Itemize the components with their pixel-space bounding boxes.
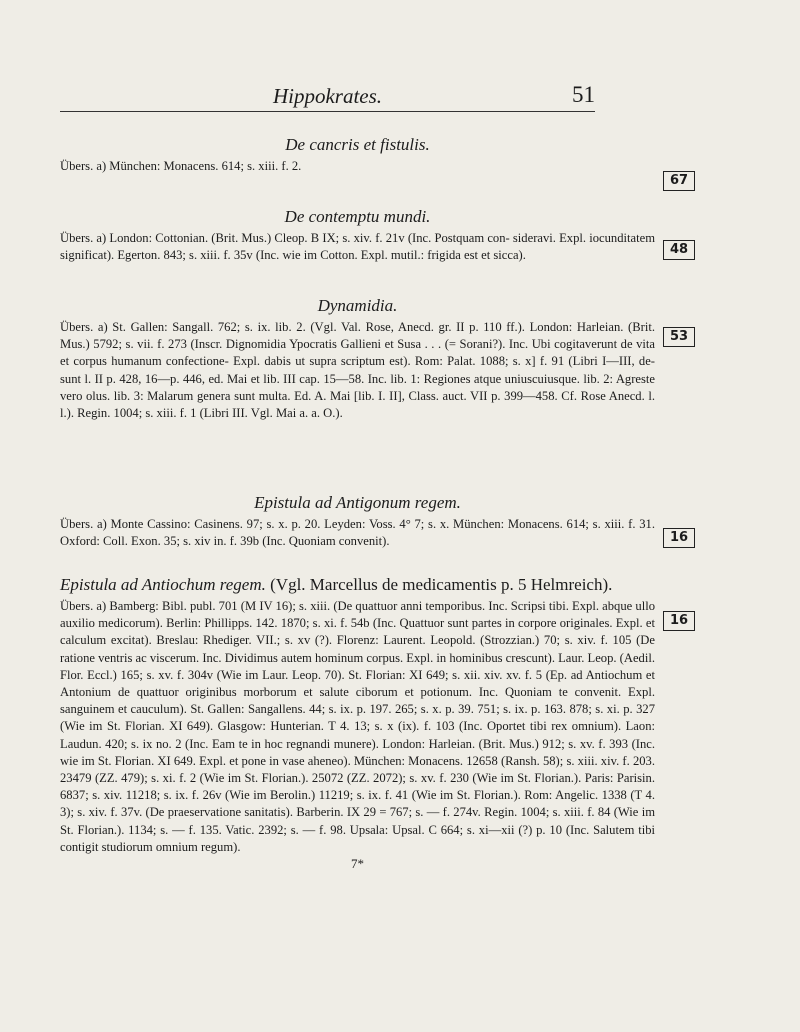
section-title: Epistula ad Antigonum regem.	[254, 493, 461, 512]
section-title-note: (Vgl. Marcellus de medicamentis p. 5 Helmreich).	[270, 575, 613, 594]
header-rule	[60, 111, 595, 112]
entry-number: 53	[663, 327, 695, 347]
section-text: Übers. a) Bamberg: Bibl. publ. 701 (M IV 16); s. xiii. (De quattuor anni temporibus. Inc. Scripsi tibi. Expl. abque ullo auxilio medicorum). Berlin: Phillipps. 142. 1870; s. xi. f. 54b (Inc. Quattuor sunt partes in corpore originales. Expl. et calculum excitat). Breslau: Rhediger. VII.; s. xv (?). Florenz: Laurent. Leopold. (Strozzian.) 70; s. xiv. f. 105 (De ratione ventris ac viscerum. Inc. Dividimus autem hominum corpus. Expl. in hominibus crescunt). Laur. Leop. (Aedil. Flor. Eccl.) 165; s. xv. f. 304v (Wie im Laur. Leop. 70). St. Florian: XI 649; s. xii. xiv. xv. f. 5 (Ep. ad Antiochum et Antonium de quattuor originibus morborum et salute ciborum et potionum. Inc. Quoniam te convenit. Expl. sanguinem et cauculum). St. Gallen: Sangallens. 44; s. ix. p. 197. 265; s. x. p. 39. 751; s. ix. p. 163. 878; s. xi. p. 327 (Wie im St. Florian. XI 649). Glasgow: Hunterian. T 4. 13; s. x (ix). f. 103 (Inc. Oportet tibi rex omnium). Laon: Laudun. 420; s. ix no. 2 (Inc. Eam te in hoc regnandi munere). London: Harleian. (Brit. Mus.) 912; s. xv. f. 393 (Inc. wie im St. Florian. XI 649. Expl. et pone in vase aheneo). München: Monacens. 12658 (Ransh. 58); s. xiii. xiv. f. 203. 23479 (ZZ. 479); s. xi. f. 2 (Wie im St. Florian.). 25072 (ZZ. 2072); s. xv. f. 230 (Wie im St. Florian.). Paris: Parisin. 6837; s. xiv. 11218; s. ix. f. 26v (Wie im Berolin.) 11219; s. ix. f. 41 (Wie im St. Florian.). Rom: Angelic. 1338 (T 4. 3); s. xiv. f. 37v. (De praeservatione sanitatis). Barberin. IX 29 = 767; s. — f. 274v. Regin. 1004; s. xiii. f. 84 (Wie im St. Florian.). 1134; s. — f. 135. Vatic. 2392; s. — f. 98. Upsala: Upsal. C 664; s. xi—xii (?) p. 10 (Inc. Salutem tibi contigit studiorum omnium regum).	[60, 599, 655, 854]
entry-number: 67	[663, 171, 695, 191]
section-dynamidia	[60, 289, 655, 422]
section-antiochum	[60, 568, 655, 872]
section-text: Übers. a) St. Gallen: Sangall. 762; s. ix. lib. 2. (Vgl. Val. Rose, Anecd. gr. II p. 110 ff.). London: Harleian. (Brit. Mus.) 5792; s. vii. f. 273 (Inscr. Dignomidia Ypocratis Gallieni et Susa . . . (= Sorani?). Inc. Ubi cogitaverunt de vita et corpus humanum confectione- Expl. dabis ut supra scriptum est). Rom: Palat. 1088; s. x] f. 91 (Libri I—III, de- sunt l. II p. 428, 16—p. 446, ed. Mai et lib. III cap. 15—58. Inc. lib. 1: Regiones atque uniuscuiusque. lib. 2: Agreste vero olus. lib. 3: Malarum genera sunt multa. Ed. A. Mai [lib. I. II], Class. auct. VII p. 399—458. Cf. Rose Anecd. l. l.). Regin. 1004; s. xiii. f. 1 (Libri III. Vgl. Mai a. a. O.).	[60, 320, 655, 421]
section-title-line	[60, 575, 655, 595]
section-de-contemptu	[60, 200, 655, 264]
entry-number: 16	[663, 528, 695, 548]
section-text: Übers. a) London: Cottonian. (Brit. Mus.) Cleop. B IX; s. xiv. f. 21v (Inc. Postquam con- sideravi. Expl. iocunditatem significat). Egerton. 843; s. xiii. f. 35v (Inc. wie im Cotton. Expl. mutil.: frigida est et sicca).	[60, 231, 655, 263]
section-title: De contemptu mundi.	[284, 207, 431, 226]
running-header	[60, 84, 595, 108]
section-de-cancris	[60, 128, 655, 175]
section-text: Übers. a) München: Monacens. 614; s. xiii. f. 2.	[60, 159, 302, 173]
signature-mark: 7*	[351, 856, 364, 872]
section-antigonum	[60, 486, 655, 550]
section-title: Dynamidia.	[317, 296, 398, 315]
section-title: De cancris et fistulis.	[285, 135, 430, 154]
entry-number: 16	[663, 611, 695, 631]
entry-number: 48	[663, 240, 695, 260]
page-number: 51	[572, 82, 595, 107]
running-title: Hippokrates.	[272, 84, 383, 108]
section-title: Epistula ad Antiochum regem.	[60, 575, 266, 594]
section-text: Übers. a) Monte Cassino: Casinens. 97; s. x. p. 20. Leyden: Voss. 4° 7; s. x. München: Monacens. 614; s. xiii. f. 31. Oxford: Coll. Exon. 35; s. xiv in. f. 39b (Inc. Quoniam convenit).	[60, 517, 655, 549]
